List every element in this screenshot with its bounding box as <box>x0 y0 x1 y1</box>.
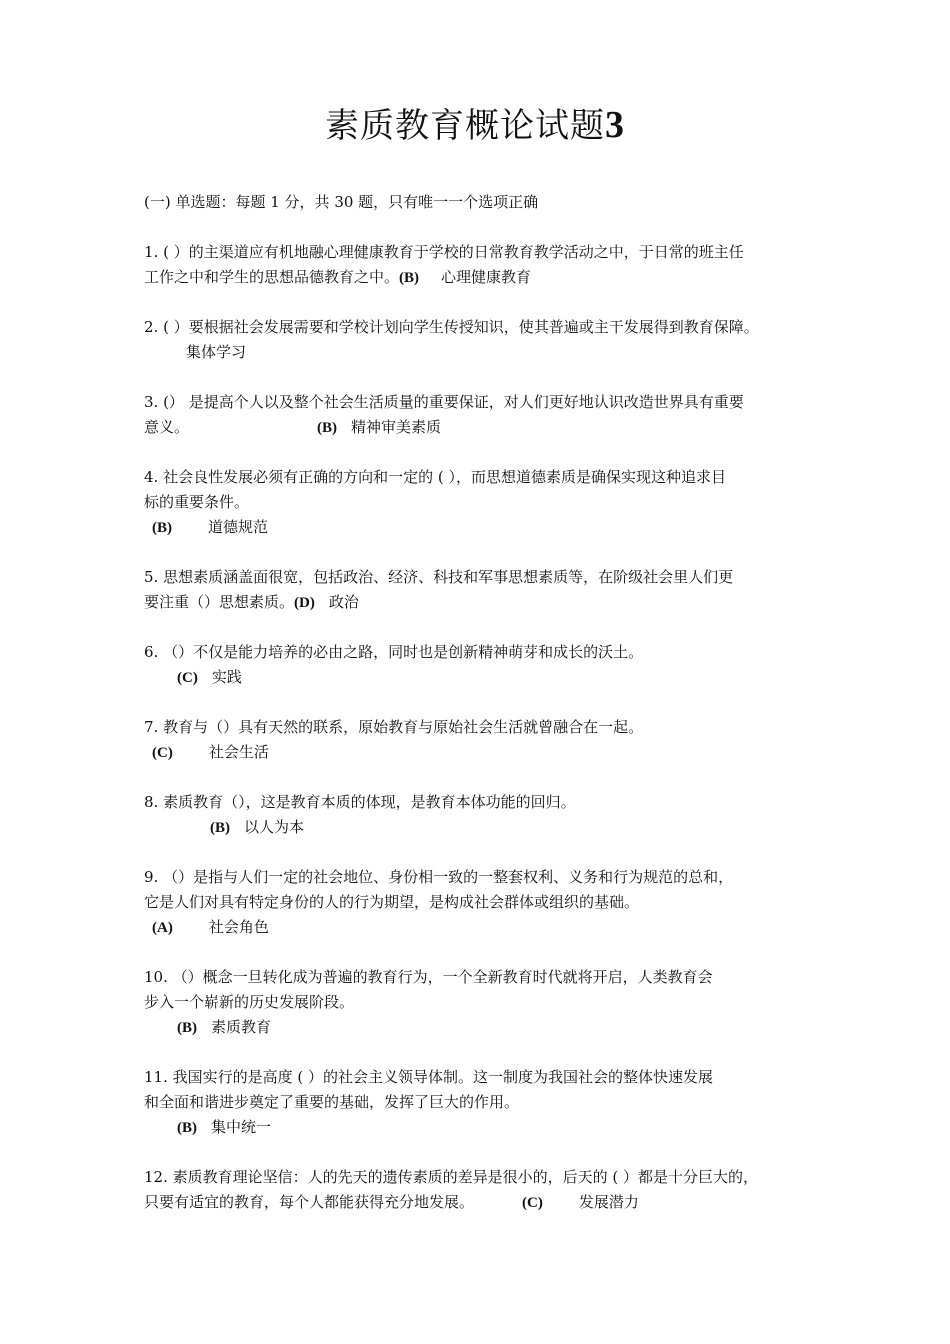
question-text: 意义。 <box>144 418 190 436</box>
question-4 <box>144 465 808 541</box>
answer-option: (C) <box>522 1195 543 1211</box>
answer-option: (B) <box>177 1020 197 1036</box>
question-12 <box>144 1165 808 1216</box>
question-text: 11. 我国实行的是高度 ( ）的社会主义领导体制。这一制度为我国社会的整体快速发展 <box>144 1068 714 1086</box>
question-text: 1. ( ）的主渠道应有机地融心理健康教育于学校的日常教育教学活动之中，于日常的班主任 <box>144 243 744 261</box>
question-text: 工作之中和学生的思想品德教育之中。 <box>144 268 400 286</box>
answer-text: 精神审美素质 <box>351 418 442 436</box>
question-11 <box>144 1065 808 1141</box>
answer-text: 发展潜力 <box>578 1193 639 1211</box>
page-title <box>0 100 950 151</box>
question-text: 3. (） 是提高个人以及整个社会生活质量的重要保证，对人们更好地认识改造世界具有重要 <box>144 393 744 411</box>
answer-option: (C) <box>152 745 173 761</box>
answer-text: 实践 <box>211 668 242 686</box>
question-text: 8. 素质教育（），这是教育本质的体现，是教育本体功能的回归。 <box>144 793 576 811</box>
question-text: 和全面和谐进步奠定了重要的基础，发挥了巨大的作用。 <box>144 1093 520 1111</box>
answer-option: (B) <box>210 820 230 836</box>
question-text: 要注重（）思想素质。 <box>144 593 295 611</box>
question-5 <box>144 565 808 616</box>
answer-text: 以人为本 <box>244 818 305 836</box>
answer-option: (D) <box>294 595 315 611</box>
section-heading: (一) 单选题：每题 1 分，共 30 题，只有唯一一个选项正确 <box>144 193 539 211</box>
answer-text: 集体学习 <box>186 343 247 361</box>
question-10 <box>144 965 808 1041</box>
question-text: 它是人们对具有特定身份的人的行为期望，是构成社会群体或组织的基础。 <box>144 893 640 911</box>
question-text: 6. （）不仅是能力培养的必由之路，同时也是创新精神萌芽和成长的沃土。 <box>144 643 644 661</box>
question-text: 2. ( ）要根据社会发展需要和学校计划向学生传授知识，使其普遍或主干发展得到教育保障。 <box>144 318 759 336</box>
answer-text: 素质教育 <box>211 1018 272 1036</box>
question-7 <box>144 715 808 766</box>
question-1 <box>144 240 808 291</box>
question-2 <box>144 315 808 365</box>
question-text: 4. 社会良性发展必须有正确的方向和一定的 ( ），而思想道德素质是确保实现这种追求目 <box>144 468 726 486</box>
question-8 <box>144 790 808 841</box>
question-text: 7. 教育与（）具有天然的联系，原始教育与原始社会生活就曾融合在一起。 <box>144 718 644 736</box>
question-text: 步入一个崭新的历史发展阶段。 <box>144 993 355 1011</box>
answer-option: (A) <box>152 920 173 936</box>
question-text: 标的重要条件。 <box>144 493 250 511</box>
question-text: 只要有适宜的教育，每个人都能获得充分地发展。 <box>144 1193 475 1211</box>
answer-option: (B) <box>177 1120 197 1136</box>
question-text: 5. 思想素质涵盖面很宽，包括政治、经济、科技和军事思想素质等，在阶级社会里人们更 <box>144 568 734 586</box>
answer-option: (B) <box>399 270 420 286</box>
answer-text: 道德规范 <box>208 518 269 536</box>
answer-text: 心理健康教育 <box>441 268 532 286</box>
question-text: 9. （）是指与人们一定的社会地位、身份相一致的一整套权利、义务和行为规范的总和， <box>144 868 734 886</box>
answer-text: 政治 <box>328 593 359 611</box>
question-text: 10. （）概念一旦转化成为普遍的教育行为，一个全新教育时代就将开启，人类教育会 <box>144 968 713 986</box>
answer-text: 集中统一 <box>211 1118 272 1136</box>
answer-text: 社会角色 <box>208 918 269 936</box>
answer-option: (B) <box>317 420 338 436</box>
title-text: 素质教育概论试题 <box>325 106 605 146</box>
answer-option: (B) <box>152 520 172 536</box>
answer-option: (C) <box>177 670 198 686</box>
question-3 <box>144 390 808 441</box>
answer-text: 社会生活 <box>208 743 269 761</box>
question-9 <box>144 865 808 941</box>
question-6 <box>144 640 808 691</box>
question-text: 12. 素质教育理论坚信：人的先天的遗传素质的差异是很小的，后天的 ( ）都是十分巨大的， <box>144 1168 759 1186</box>
title-number: 3 <box>605 104 625 146</box>
